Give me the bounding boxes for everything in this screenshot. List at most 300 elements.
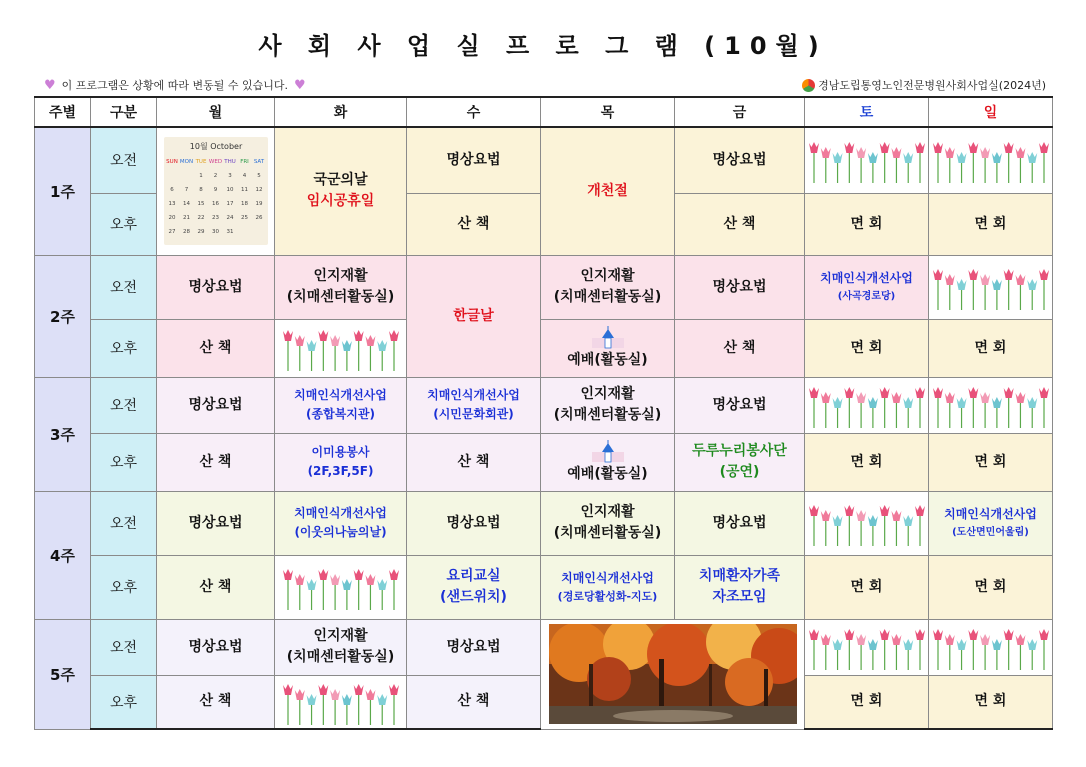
calendar-date: 31 (226, 229, 233, 236)
cell-w1-wed-pm (407, 193, 541, 255)
calendar-date: 7 (184, 187, 188, 194)
tulip-flower (294, 335, 304, 346)
cell-w2-mon-am (157, 255, 275, 319)
calendar-date: 30 (211, 229, 219, 236)
header-tue: 화 (275, 97, 407, 127)
calendar-date: 28 (182, 229, 190, 236)
tulip-flower (377, 694, 387, 705)
tulip-flower (1027, 397, 1037, 408)
tulip-flower (944, 634, 954, 645)
tulip-flower (1015, 392, 1025, 403)
program-location: (치매센터활동실) (553, 407, 662, 423)
program-location: (이웃의나눔의날) (294, 525, 387, 539)
calendar-date: 19 (255, 201, 262, 208)
cell-w2-tue-pm (275, 319, 407, 377)
cell-w1-sun-am (929, 127, 1053, 193)
calendar-date: 13 (168, 201, 175, 208)
calendar-day-label: THU (223, 159, 236, 166)
tulip-flower (879, 387, 889, 398)
holiday-note: 임시공휴일 (306, 193, 375, 210)
calendar-date: 11 (240, 187, 248, 194)
program-text: 예배(활동실) (567, 351, 648, 368)
cell-w2-sun-am (929, 255, 1053, 319)
program-text: 산 책 (199, 453, 232, 470)
tulip-flower (809, 387, 819, 398)
tulip-flower (283, 569, 293, 580)
cell-w4-thu-pm (541, 555, 675, 619)
cell-w2-thu-pm (541, 319, 675, 377)
program-text: 치매인식개선사업 (820, 271, 913, 286)
program-text: 명상요법 (712, 514, 767, 531)
program-location: (2F,3F,5F) (307, 464, 374, 478)
cell-w5-sun-am (929, 619, 1053, 675)
cell-w4-mon-am (157, 491, 275, 555)
cell-w4-tue-am (275, 491, 407, 555)
calendar-graphic (164, 137, 268, 245)
calendar-date: 23 (211, 215, 219, 222)
cell-w3-sat-am (805, 377, 929, 433)
week3-am-row (35, 377, 1053, 433)
program-text: 산 책 (199, 578, 232, 595)
calendar-date: 20 (168, 215, 175, 222)
tulip-border-graphic (282, 677, 400, 727)
pm-label: 오후 (91, 675, 157, 729)
tulip-border-graphic (808, 380, 926, 430)
program-text: 예배(활동실) (567, 465, 648, 482)
cell-w2-sun-pm (929, 319, 1053, 377)
heart-icon: ♥ (294, 77, 306, 93)
program-text: 면 회 (850, 578, 883, 595)
week1-am-row (35, 127, 1053, 193)
tulip-flower (844, 629, 854, 640)
program-text: 명상요법 (712, 151, 767, 168)
tulip-flower (820, 510, 830, 521)
week-label: 5주 (35, 619, 91, 729)
calendar-date: 5 (256, 173, 261, 180)
cell-w5-tue-am (275, 619, 407, 675)
tulip-flower (844, 387, 854, 398)
tulip-border-graphic (282, 323, 400, 373)
cell-w2-fri-am (675, 255, 805, 319)
cell-w3-thu-am (541, 377, 675, 433)
tulip-flower (1015, 634, 1025, 645)
tulip-flower (1027, 639, 1037, 650)
tulip-flower (915, 387, 925, 398)
tulip-flower (891, 147, 901, 158)
tulip-flower (933, 269, 943, 280)
program-text: 명상요법 (188, 514, 243, 531)
tulip-flower (991, 279, 1001, 290)
cell-w3-fri-pm (675, 433, 805, 491)
tulip-flower (844, 142, 854, 153)
calendar-date: 8 (198, 187, 203, 194)
cell-w4-mon-pm (157, 555, 275, 619)
calendar-day-label: MON (179, 159, 193, 166)
calendar-date: 2 (213, 173, 217, 180)
tulip-flower (891, 634, 901, 645)
tulip-flower (991, 152, 1001, 163)
cell-w4-fri-am (675, 491, 805, 555)
program-text: 치매인식개선사업 (561, 570, 654, 585)
calendar-date: 21 (182, 215, 190, 222)
tulip-border-image (929, 262, 1052, 312)
schedule-table (34, 96, 1053, 730)
tulip-flower (944, 392, 954, 403)
autumn-forest-cell (541, 619, 805, 729)
tulip-flower (933, 629, 943, 640)
tulip-border-graphic (808, 135, 926, 185)
tulip-flower (915, 629, 925, 640)
tulip-flower (318, 330, 328, 341)
tulip-flower (365, 574, 375, 585)
tulip-flower (944, 274, 954, 285)
tulip-flower (915, 142, 925, 153)
tulip-flower (832, 152, 842, 163)
cell-w4-wed-am (407, 491, 541, 555)
tulip-flower (1003, 269, 1013, 280)
header-sat: 토 (805, 97, 929, 127)
program-text: 명상요법 (446, 151, 501, 168)
tulip-border-image (275, 323, 406, 373)
tulip-border-image (929, 135, 1052, 185)
page-title: 사 회 사 업 실 프 로 그 램 (10월) (258, 32, 828, 60)
calendar-date: 1 (198, 173, 203, 180)
calendar-day-label: FRI (239, 159, 249, 166)
tulip-flower (915, 505, 925, 516)
am-label: 오전 (91, 127, 157, 193)
hospital-logo-icon (802, 79, 815, 92)
tulip-flower (820, 392, 830, 403)
header-fri: 금 (675, 97, 805, 127)
cell-w3-tue-pm (275, 433, 407, 491)
cell-w2-sat-pm (805, 319, 929, 377)
program-text: 명상요법 (446, 638, 501, 655)
program-text: 인지재활 (313, 268, 368, 284)
header-type: 구분 (91, 97, 157, 127)
notice-text: 이 프로그램은 상황에 따라 변동될 수 있습니다. (61, 79, 289, 92)
program-location: (사곡경로당) (837, 290, 896, 302)
calendar-date: 15 (197, 201, 204, 208)
tulip-flower (879, 505, 889, 516)
calendar-day-label: WED (208, 159, 222, 166)
pm-label: 오후 (91, 193, 157, 255)
cell-w5-mon-am (157, 619, 275, 675)
cell-w4-fri-pm (675, 555, 805, 619)
cell-w2-wed (407, 255, 541, 377)
tulip-flower (968, 387, 978, 398)
cell-w1-sat-pm (805, 193, 929, 255)
calendar-date: 25 (240, 215, 248, 222)
tulip-border-image (805, 622, 928, 672)
cell-w1-fri-pm (675, 193, 805, 255)
tulip-flower (294, 689, 304, 700)
program-text: 면 회 (850, 693, 883, 710)
program-text: 명상요법 (712, 396, 767, 413)
tulip-flower (903, 152, 913, 163)
tulip-flower (879, 629, 889, 640)
cell-w1-tue (275, 127, 407, 255)
cell-w2-fri-pm (675, 319, 805, 377)
cell-w2-thu-am (541, 255, 675, 319)
program-text: 명상요법 (188, 278, 243, 295)
cell-w1-wed-am (407, 127, 541, 193)
cell-w4-sat-am (805, 491, 929, 555)
program-text: 명상요법 (188, 638, 243, 655)
tulip-flower (1015, 274, 1025, 285)
tulip-flower (1039, 269, 1049, 280)
calendar-date: 18 (240, 201, 248, 208)
cell-w2-mon-pm (157, 319, 275, 377)
tulip-flower (294, 574, 304, 585)
calendar-date: 27 (168, 229, 175, 236)
cell-w5-sat-pm (805, 675, 929, 729)
tulip-flower (867, 397, 877, 408)
tulip-flower (341, 340, 351, 351)
tulip-flower (1015, 147, 1025, 158)
program-text: 산 책 (457, 693, 490, 710)
tulip-border-graphic (808, 622, 926, 672)
tulip-flower (1039, 387, 1049, 398)
tulip-flower (809, 142, 819, 153)
tulip-flower (377, 579, 387, 590)
tulip-flower (856, 392, 866, 403)
calendar-date: 29 (197, 229, 204, 236)
tulip-flower (341, 579, 351, 590)
program-text: 면 회 (850, 339, 883, 356)
cell-w2-sat-am (805, 255, 929, 319)
tulip-flower (968, 142, 978, 153)
program-text: 면 회 (974, 339, 1007, 356)
tulip-flower (353, 569, 363, 580)
program-text: 면 회 (974, 453, 1007, 470)
cell-w3-wed-pm (407, 433, 541, 491)
tulip-border-image (929, 622, 1052, 672)
organization-name: 경남도립통영노인전문병원사회사업실(2024년) (818, 79, 1046, 92)
tulip-flower (956, 152, 966, 163)
tulip-flower (968, 629, 978, 640)
calendar-date: 22 (197, 215, 204, 222)
program-text: 명상요법 (188, 396, 243, 413)
program-text: 인지재활 (313, 628, 368, 644)
program-text: 치매환자가족 (698, 568, 781, 584)
program-location: (종합복지관) (306, 407, 375, 421)
program-text: 산 책 (723, 215, 756, 232)
calendar-date: 17 (226, 201, 233, 208)
tulip-flower (903, 397, 913, 408)
program-location: (치매센터활동실) (553, 525, 662, 541)
program-text: 치매인식개선사업 (944, 507, 1037, 522)
tulip-flower (903, 515, 913, 526)
calendar-image (164, 137, 268, 245)
tulip-flower (980, 274, 990, 285)
week-label: 3주 (35, 377, 91, 491)
week4-am-row (35, 491, 1053, 555)
cell-w3-tue-am (275, 377, 407, 433)
tulip-flower (389, 684, 399, 695)
header-thu: 목 (541, 97, 675, 127)
tulip-flower (809, 505, 819, 516)
program-text: 치매인식개선사업 (294, 387, 387, 402)
tulip-border-image (275, 677, 406, 727)
program-text: 산 책 (199, 693, 232, 710)
tulip-flower (891, 392, 901, 403)
tulip-flower (365, 689, 375, 700)
program-text: 산 책 (723, 339, 756, 356)
tulip-flower (832, 639, 842, 650)
calendar-day-label: SUN (165, 159, 178, 166)
tulip-flower (283, 330, 293, 341)
program-text: 인지재활 (580, 386, 635, 402)
tulip-flower (991, 639, 1001, 650)
tulip-flower (867, 639, 877, 650)
program-text: 면 회 (850, 453, 883, 470)
program-text: 면 회 (974, 578, 1007, 595)
program-location: (시민문화회관) (433, 407, 514, 421)
calendar-day-label: SAT (253, 159, 264, 166)
tulip-flower (856, 634, 866, 645)
cell-w3-sun-am (929, 377, 1053, 433)
october-calendar (157, 127, 275, 255)
cell-w4-sun-pm (929, 555, 1053, 619)
tulip-flower (856, 510, 866, 521)
calendar-date: 9 (213, 187, 217, 194)
calendar-date: 6 (169, 187, 174, 194)
program-text: 인지재활 (580, 268, 635, 284)
tulip-flower (1039, 142, 1049, 153)
tulip-flower (1003, 387, 1013, 398)
cell-w1-sun-pm (929, 193, 1053, 255)
week2-pm-row (35, 319, 1053, 377)
program-location: (도산면민어울림) (952, 526, 1029, 538)
program-location: (샌드위치) (440, 589, 507, 605)
cell-w5-sat-am (805, 619, 929, 675)
autumn-forest-image (549, 624, 797, 724)
tulip-border-image (805, 135, 928, 185)
cell-w1-sat-am (805, 127, 929, 193)
program-location: (치매센터활동실) (286, 289, 395, 305)
cell-w4-sat-pm (805, 555, 929, 619)
tulip-flower (956, 397, 966, 408)
tulip-flower (306, 694, 316, 705)
calendar-date: 3 (227, 173, 232, 180)
tulip-border-image (805, 498, 928, 548)
notice (44, 77, 306, 93)
cell-w5-wed-am (407, 619, 541, 675)
cell-w1-fri-am (675, 127, 805, 193)
tulip-flower (1039, 629, 1049, 640)
tulip-border-image (929, 380, 1052, 430)
cell-w4-sun-am (929, 491, 1053, 555)
calendar-date: 14 (182, 201, 190, 208)
tulip-flower (844, 505, 854, 516)
holiday-name: 한글날 (453, 307, 494, 324)
cell-w1-thu (541, 127, 675, 255)
cell-w2-tue-am (275, 255, 407, 319)
tulip-flower (389, 330, 399, 341)
cell-w5-mon-pm (157, 675, 275, 729)
program-text: 산 책 (457, 215, 490, 232)
tulip-border-graphic (932, 622, 1050, 672)
tulip-border-graphic (808, 498, 926, 548)
program-text: 두루누리봉사단 (692, 443, 787, 459)
week3-pm-row (35, 433, 1053, 491)
tulip-flower (968, 269, 978, 280)
cell-w5-tue-pm (275, 675, 407, 729)
program-location: (경로당활성화-지도) (557, 589, 658, 603)
header-mon: 월 (157, 97, 275, 127)
worship-cell (541, 440, 674, 485)
tulip-flower (956, 279, 966, 290)
am-label: 오전 (91, 491, 157, 555)
tulip-flower (353, 684, 363, 695)
cell-w3-sat-pm (805, 433, 929, 491)
am-label: 오전 (91, 377, 157, 433)
calendar-date: 24 (226, 215, 233, 222)
tulip-flower (933, 142, 943, 153)
calendar-date: 26 (255, 215, 262, 222)
tulip-flower (820, 147, 830, 158)
tulip-border-image (275, 562, 406, 612)
cell-w4-wed-pm (407, 555, 541, 619)
program-text: 면 회 (974, 693, 1007, 710)
tulip-flower (991, 397, 1001, 408)
week-label: 1주 (35, 127, 91, 255)
tulip-flower (980, 634, 990, 645)
tulip-flower (820, 634, 830, 645)
program-location: (치매센터활동실) (286, 649, 395, 665)
program-text: 산 책 (457, 453, 490, 470)
tulip-border-graphic (932, 380, 1050, 430)
program-text: 치매인식개선사업 (427, 387, 520, 402)
pm-label: 오후 (91, 433, 157, 491)
tulip-flower (856, 147, 866, 158)
cell-w3-wed-am (407, 377, 541, 433)
cell-w3-mon-am (157, 377, 275, 433)
pm-label: 오후 (91, 319, 157, 377)
tulip-flower (956, 639, 966, 650)
tulip-flower (377, 340, 387, 351)
tulip-flower (867, 152, 877, 163)
tulip-flower (283, 684, 293, 695)
tulip-border-graphic (932, 262, 1050, 312)
cell-w3-thu-pm (541, 433, 675, 491)
tulip-flower (1027, 152, 1037, 163)
tulip-flower (353, 330, 363, 341)
tulip-flower (944, 147, 954, 158)
tulip-flower (318, 569, 328, 580)
week-label: 4주 (35, 491, 91, 619)
program-location: (치매센터활동실) (553, 289, 662, 305)
calendar-title: 10월 October (189, 142, 242, 152)
tulip-flower (330, 335, 340, 346)
tulip-flower (980, 392, 990, 403)
tulip-flower (980, 147, 990, 158)
am-label: 오전 (91, 255, 157, 319)
week4-pm-row (35, 555, 1053, 619)
program-text: 면 회 (850, 215, 883, 232)
tulip-flower (365, 335, 375, 346)
cell-w3-mon-pm (157, 433, 275, 491)
header-row (35, 97, 1053, 127)
program-text: 명상요법 (446, 514, 501, 531)
program-text: 인지재활 (580, 504, 635, 520)
tulip-flower (832, 515, 842, 526)
program-text: 이미용봉사 (311, 444, 370, 459)
tulip-flower (306, 579, 316, 590)
tulip-flower (1003, 629, 1013, 640)
tulip-flower (879, 142, 889, 153)
tulip-flower (809, 629, 819, 640)
